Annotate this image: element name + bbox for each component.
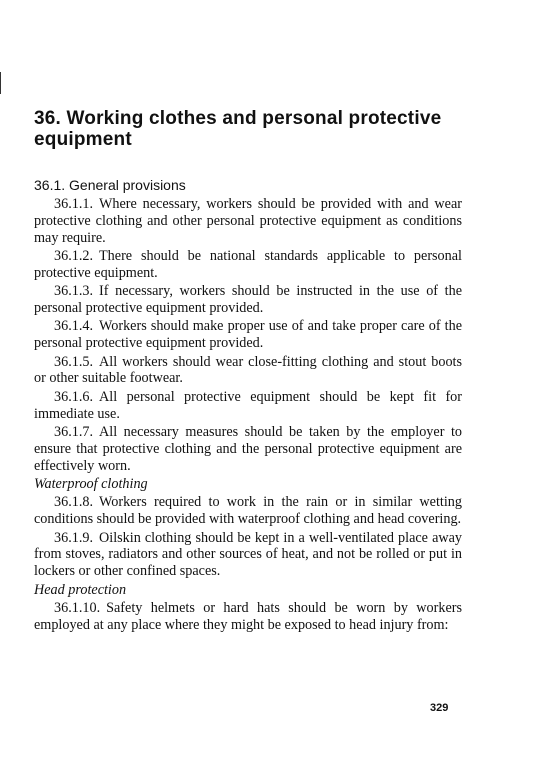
paragraph-number: 36.1.7. (54, 423, 94, 440)
paragraph-number: 36.1.6. (54, 388, 94, 405)
paragraph-36-1-8 (34, 494, 462, 528)
subheading-waterproof-clothing: Waterproof clothing (34, 476, 148, 493)
chapter-title: 36. Working clothes and personal protective equipment (34, 108, 442, 150)
paragraph-36-1-7 (34, 424, 462, 474)
paragraph-36-1-9 (34, 530, 462, 580)
margin-mark (0, 72, 1, 94)
paragraph-number: 36.1.4. (54, 318, 94, 335)
section-title: 36.1. General provisions (34, 177, 186, 193)
subheading-head-protection: Head protection (34, 581, 127, 598)
paragraph-number: 36.1.8. (54, 494, 94, 511)
paragraph-number: 36.1.2. (54, 247, 94, 264)
paragraph-36-1-6 (34, 389, 462, 423)
paragraph-text: All necessary measures should be taken by the employer to ensure that protective clothing and the personal protective equipment are effectively worn. (34, 423, 462, 474)
paragraph-36-1-3 (34, 283, 462, 317)
paragraph-group-waterproof (34, 494, 462, 580)
paragraph-text: Oilskin clothing should be kept in a well-ventilated place away from stoves, radiators and other sources of heat, and not be rolled or put in lockers or other confined spaces. (34, 529, 462, 580)
paragraph-text: Workers required to work in the rain or in similar wetting conditions should be provided with waterproof clothing and head covering. (34, 494, 462, 528)
document-page (34, 108, 462, 635)
paragraph-text: If necessary, workers should be instructed in the use of the personal protective equipment provided. (34, 283, 462, 316)
paragraph-36-1-5 (34, 354, 462, 388)
paragraph-text: Workers should make proper use of and take proper care of the personal protective equipment provided. (34, 318, 462, 352)
paragraph-36-1-10 (34, 600, 462, 634)
paragraph-number: 36.1.3. (54, 283, 94, 300)
paragraph-number: 36.1.5. (54, 353, 94, 370)
paragraph-group-head (34, 600, 462, 634)
paragraph-number: 36.1.9. (54, 529, 94, 546)
paragraph-text: Safety helmets or hard hats should be worn by workers employed at any place where they might be exposed to head injury from: (34, 599, 462, 633)
paragraph-36-1-4 (34, 318, 462, 352)
paragraph-number: 36.1.10. (54, 599, 101, 616)
paragraph-36-1-2 (34, 248, 462, 282)
paragraph-number: 36.1.1. (54, 196, 94, 212)
paragraph-text: There should be national standards applicable to personal protective equipment. (34, 247, 462, 281)
paragraph-text: All workers should wear close-fitting clothing and stout boots or other suitable footwear. (34, 353, 462, 387)
page-number: 329 (430, 702, 449, 714)
paragraph-text: All personal protective equipment should be kept fit for immediate use. (34, 388, 462, 422)
paragraph-36-1-1 (34, 196, 462, 246)
paragraph-group-general (34, 196, 462, 474)
paragraph-text: Where necessary, workers should be provided with and wear protective clothing and other personal protective equipment as conditions may require. (34, 196, 462, 246)
